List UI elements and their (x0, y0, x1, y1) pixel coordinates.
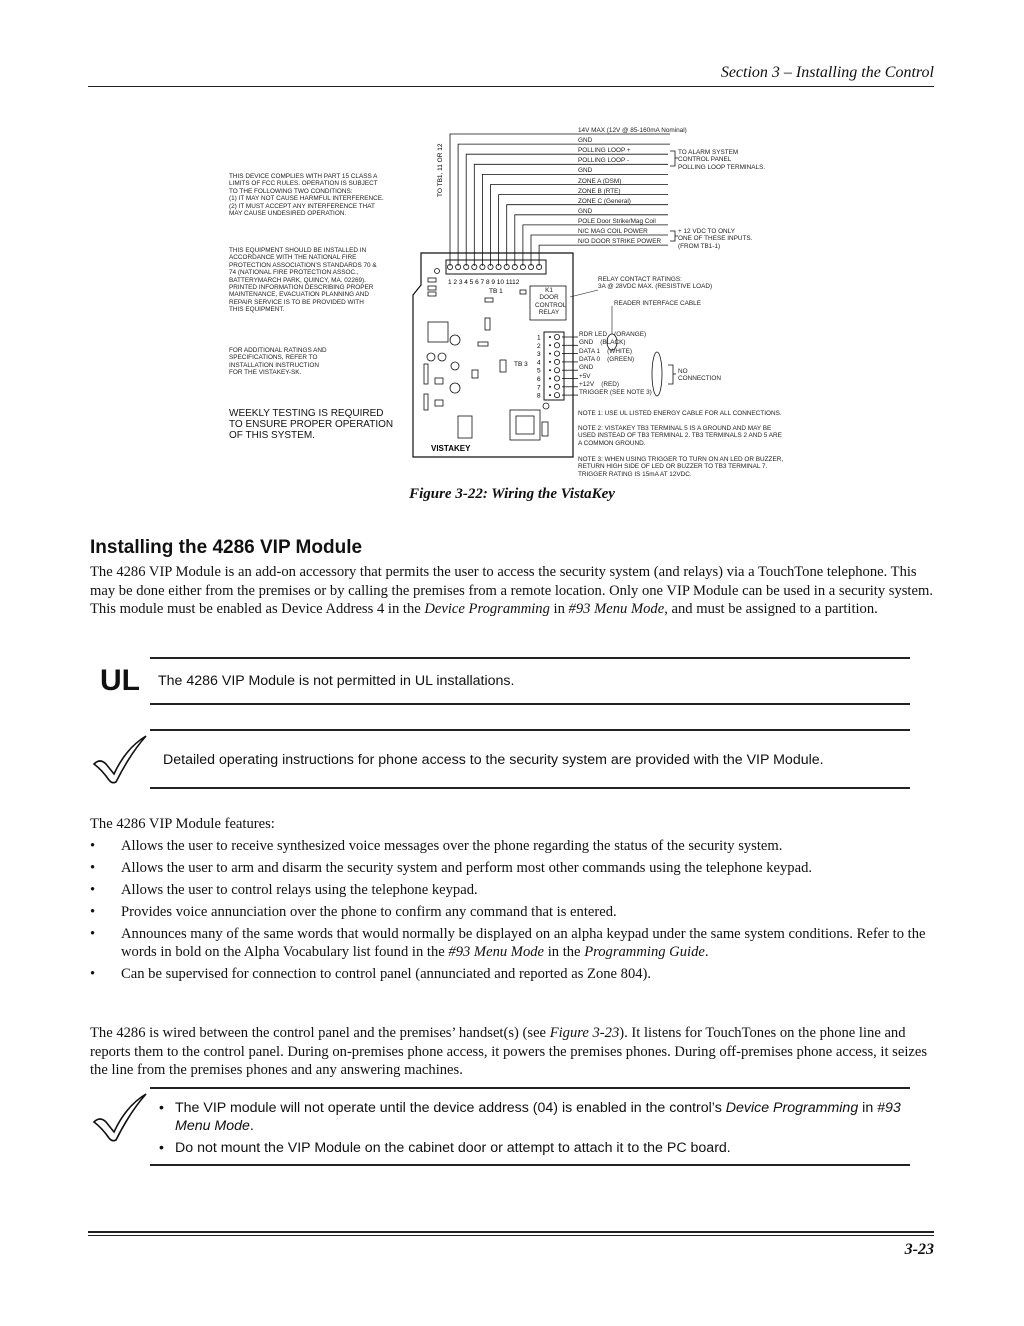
note-3: NOTE 3: WHEN USING TRIGGER TO TURN ON AN LED OR BUZZER, RETURN HIGH SIDE OF LED OR BUZZER TO TB3 TERMINAL 7. TRIGGER RATING IS 15mA AT 12VDC. (578, 456, 784, 478)
feature-item: • Can be supervised for connection to control panel (annunciated and reported as Zone 804). (90, 966, 652, 982)
tb3-dot (549, 353, 551, 355)
component-square (428, 322, 448, 342)
feature-item: • Allows the user to arm and disarm the security system and perform most other commands using the telephone keypad. (90, 860, 813, 876)
tb3-dot (549, 394, 551, 396)
tb3-wire-label: GND (579, 364, 594, 372)
power-note: + 12 VDC TO ONLY ONE OF THESE INPUTS. (FROM TB1-1) (678, 228, 753, 250)
tb3-screw (554, 368, 559, 373)
tb3-screw (554, 384, 559, 389)
tb3-dot (549, 336, 551, 338)
tb1-wire-label: POLLING LOOP - (578, 157, 630, 165)
tb1-wire-label: GND (578, 167, 593, 175)
ul-note-text: The 4286 VIP Module is not permitted in UL installations. (158, 673, 515, 689)
tb3-screw (554, 351, 559, 356)
tb3-wire-label: GND (BLACK) (579, 339, 626, 347)
tb3-number: 4 (537, 359, 541, 367)
tb3-screw (554, 376, 559, 381)
tb1-wire (539, 245, 668, 266)
tb1-wire-label: N/C MAG COIL POWER (578, 228, 648, 235)
tb3-number: 5 (537, 367, 541, 375)
check-note-1-bottom-rule (150, 787, 910, 789)
footer-rule-thin (88, 1235, 934, 1236)
section-heading: Installing the 4286 VIP Module (90, 537, 363, 558)
tb1-wire-label: N/O DOOR STRIKE POWER (578, 238, 662, 246)
tb3-dot (549, 344, 551, 346)
tb3-number: 1 (537, 334, 541, 342)
nfpa-notice: THIS EQUIPMENT SHOULD BE INSTALLED IN ACCORDANCE WITH THE NATIONAL FIRE PROTECTION ASSOCIATION'S STANDARDS 70 & 74 (NATIONAL FIRE PROTECTION ASSOC., BATTERYMARCH PARK, QUINCY, MA. 02269). PRINTED INFORMATION DESCRIBING PROPER MAINTENANCE, EVACUATION PLANNING AND REPAIR SERVICE IS TO BE PROVIDED WITH THIS EQUIPMENT. (229, 247, 377, 314)
tb1-wire-label: POLLING LOOP + (578, 147, 631, 155)
tb3-screw (554, 334, 559, 339)
tb1-wire-label: ZONE A (DSM) (578, 177, 622, 185)
wiring-figure (0, 0, 1024, 500)
tb3-wire-label: +12V (RED) (579, 380, 619, 388)
ul-note-bottom-rule (150, 703, 910, 705)
features-intro: The 4286 VIP Module features: (90, 816, 275, 832)
tb1-wire-label: GND (578, 207, 593, 215)
footer-rule (88, 1231, 934, 1233)
relay-ratings: RELAY CONTACT RATINGS: 3A @ 28VDC MAX. (RESISTIVE LOAD) (598, 276, 713, 291)
tb3-wire-label: DATA 0 (GREEN) (579, 355, 635, 363)
ul-note-top-rule (150, 657, 910, 659)
feature-item: • Allows the user to receive synthesized voice messages over the phone regarding the status of the security system. (90, 838, 783, 854)
feature-item: • Allows the user to control relays using the telephone keypad. (90, 882, 478, 898)
check-note-2-top-rule (150, 1087, 910, 1089)
tb3-screws (549, 334, 560, 397)
tb3-dot (549, 378, 551, 380)
tb1-wire-label: POLE Door Strike/Mag Coil (578, 217, 656, 225)
tb1-wire-lines (450, 134, 670, 266)
vistakey-diagram (0, 0, 1024, 500)
ratings-notice: FOR ADDITIONAL RATINGS AND SPECIFICATIONS, REFER TO INSTALLATION INSTRUCTION FOR THE VISTAKEY-SK. (229, 347, 327, 377)
tb3-label: TB 3 (514, 361, 528, 368)
check-note-1-top-rule (150, 729, 910, 731)
ul-mark-icon: UL (100, 664, 140, 697)
tb1-numbers: 1 2 3 4 5 6 7 8 9 10 1112 (448, 279, 520, 286)
check-note-2-list (155, 1099, 925, 1161)
tb3-dot (549, 386, 551, 388)
check-note-1-text: Detailed operating instructions for phone access to the security system are provided with the VIP Module. (163, 752, 824, 768)
tb3-numbers (537, 335, 541, 400)
tb3-screw (554, 343, 559, 348)
tb3-number: 3 (537, 351, 541, 359)
tb3-wire-label: +5V (579, 372, 591, 380)
checkmark-icon (90, 732, 150, 784)
reader-cable-label: READER INTERFACE CABLE (614, 300, 702, 307)
feature-item: • Announces many of the same words that would normally be displayed on an alpha keypad under the same system conditions. Refer to the words in bold on the Alpha Vocabulary list found in the #93 Menu Mode in the Programming Guide. (90, 926, 926, 960)
tb3-wire-label: RDR LED (ORANGE) (579, 331, 647, 338)
tb3-screw (554, 359, 559, 364)
tb3-number: 8 (537, 392, 541, 400)
tb1-wire (466, 154, 668, 266)
tb3-number: 2 (537, 342, 541, 350)
note-2: NOTE 2: VISTAKEY TB3 TERMINAL 5 IS A GROUND AND MAY BE USED INSTEAD OF TB3 TERMINAL 2. TB3 TERMINALS 2 AND 5 ARE A COMMON GROUND. (578, 425, 782, 447)
weekly-testing-notice: WEEKLY TESTING IS REQUIRED TO ENSURE PROPER OPERATION OF THIS SYSTEM. (229, 408, 394, 441)
figure-caption: Figure 3-22: Wiring the VistaKey (409, 486, 615, 502)
tb1-screws (447, 264, 541, 269)
feature-item: • Provides voice annunciation over the phone to confirm any command that is entered. (90, 904, 617, 920)
tb1-label: TB 1 (489, 288, 503, 295)
to-tb1-label: TO TB1, 11 OR 12 (437, 143, 444, 197)
tb3-dot (549, 361, 551, 363)
board-label: VISTAKEY (431, 444, 471, 453)
tb1-wire-label: ZONE C (General) (578, 197, 631, 205)
tb3-wire-label: TRIGGER (SEE NOTE 3) (579, 389, 652, 397)
no-connection-label: NO CONNECTION (678, 368, 721, 383)
features-list (90, 837, 935, 987)
section-header: Section 3 – Installing the Control (720, 64, 934, 81)
tb3-strip (544, 332, 564, 400)
note-item: • Do not mount the VIP Module on the cabinet door or attempt to attach it to the PC board. (159, 1140, 731, 1156)
tb3-screw (554, 393, 559, 398)
page-number: 3-23 (904, 1241, 934, 1258)
intro-paragraph: The 4286 VIP Module is an add-on accessory that permits the user to access the security system (and relays) via a TouchTone telephone. This may be done either from the premises or by calling the premises from a remote location. Only one VIP Module can be used in a security system. This module must be enabled as Device Address 4 in the Device Programming in #93 Menu Mode, and must be assigned to a partition. (90, 564, 933, 618)
note-item: • The VIP module will not operate until the device address (04) is enabled in the control’s Device Programming in #93 Menu Mode. (159, 1100, 901, 1134)
check-note-2-bottom-rule (150, 1164, 910, 1166)
tb3-dot (549, 369, 551, 371)
tb1-wire-label: GND (578, 137, 593, 145)
wiring-paragraph: The 4286 is wired between the control panel and the premises’ handset(s) (see Figure 3-23). It listens for TouchTones on the phone line and reports them to the control panel. During on-premises phone access, it powers the premises phones. During off-premises phone access, it seizes the line from the premises phones and any answering machines. (90, 1025, 928, 1079)
checkmark-icon (90, 1090, 150, 1142)
tb1-wire-label: 14V MAX (12V @ 85-160mA Nominal) (578, 127, 687, 134)
note-1: NOTE 1: USE UL LISTED ENERGY CABLE FOR ALL CONNECTIONS. (578, 410, 782, 417)
tb3-number: 7 (537, 384, 541, 392)
relay-label: K1 DOOR CONTROL RELAY (535, 287, 567, 317)
tb3-number: 6 (537, 376, 541, 383)
tb3-wire-label: DATA 1 (WHITE) (579, 347, 633, 355)
fcc-notice: THIS DEVICE COMPLIES WITH PART 15 CLASS A LIMITS OF FCC RULES. OPERATION IS SUBJECT TO THE FOLLOWING TWO CONDITIONS: (1) IT MAY NOT CAUSE HARMFUL INTERFERENCE. (2) IT MUST ACCEPT ANY INTERFERENCE THAT MAY CAUSE UNDESIRED OPERATION. (229, 173, 384, 218)
tb1-wire-label: ZONE B (RTE) (578, 187, 621, 195)
alarm-system-note: TO ALARM SYSTEM CONTROL PANEL POLLING LOOP TERMINALS. (678, 149, 766, 171)
